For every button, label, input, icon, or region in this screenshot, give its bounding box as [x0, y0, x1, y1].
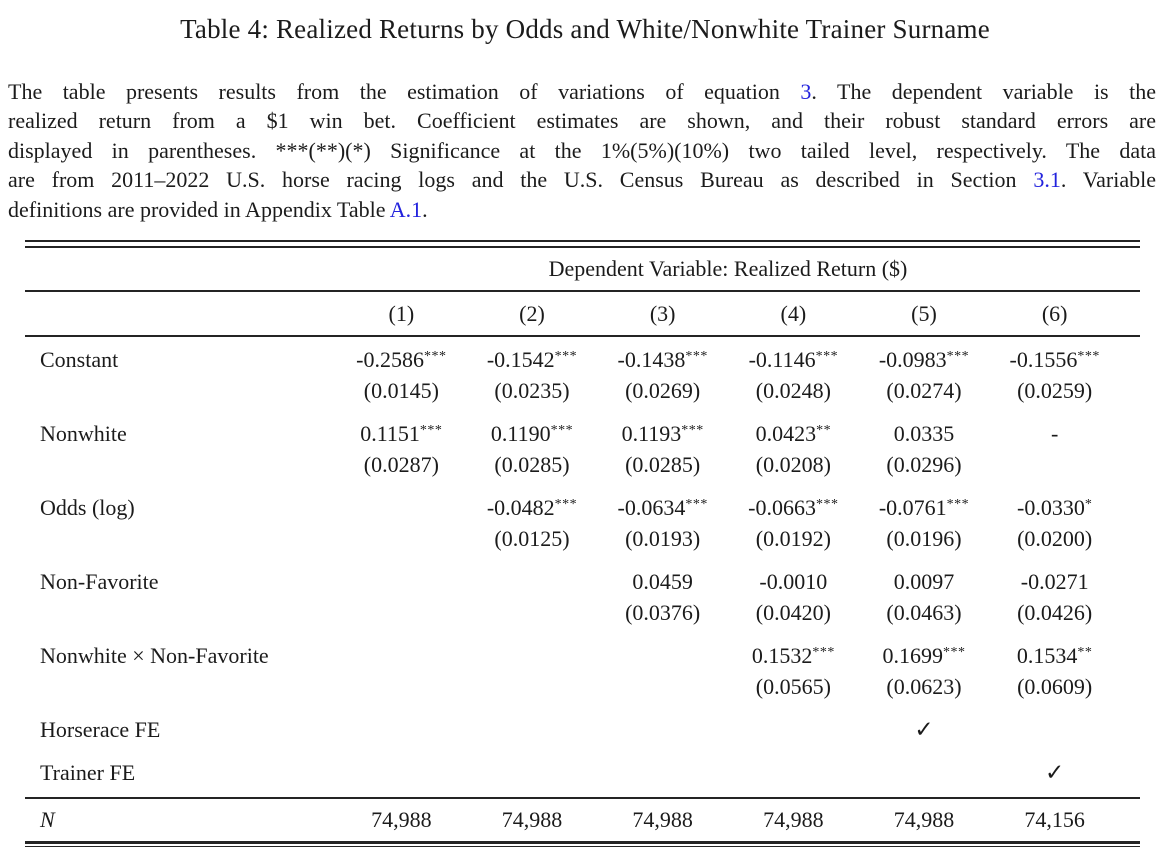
column-header: (1) [388, 300, 415, 326]
table-title: Table 4: Realized Returns by Odds and White/Nonwhite Trainer Surname [180, 14, 990, 44]
link-equation-3[interactable]: 3 [800, 79, 812, 104]
coef-cell: -0.2586*** [356, 346, 447, 372]
significance-stars: * [1084, 496, 1093, 512]
link-table-a-1[interactable]: A.1 [389, 196, 423, 222]
fixed-effects-row [25, 757, 1140, 788]
significance-stars: *** [681, 422, 704, 438]
n-cell: 74,988 [893, 807, 955, 832]
significance-stars: ** [1077, 644, 1093, 660]
se-cell: (0.0200) [1017, 525, 1093, 551]
column-header: (4) [780, 300, 807, 326]
n-cell: 74,988 [501, 807, 563, 832]
caption-line [8, 106, 1156, 135]
table-row-group [25, 640, 1140, 702]
coef-cell: -0.0330* [1017, 494, 1093, 520]
caption-text: are from 2011–2022 U.S. horse racing logs and the U.S. Census Bureau as described in Section [8, 167, 1034, 193]
caption-text: The table presents results from the estimation of variations of equation [8, 79, 801, 104]
row-label: Trainer FE [40, 759, 136, 785]
coef-cell: 0.0459 [632, 568, 693, 594]
se-cell: (0.0274) [886, 377, 962, 403]
se-cell: (0.0285) [625, 451, 701, 477]
coef-cell: 0.0335 [893, 420, 955, 446]
caption-line [8, 136, 1156, 165]
n-cell: 74,988 [763, 807, 824, 832]
coef-cell: 0.1532*** [751, 642, 835, 668]
coef-cell: -0.1542*** [486, 346, 578, 372]
coefficient-row [25, 640, 1140, 671]
significance-stars: *** [946, 496, 970, 512]
coef-cell: -0.0271 [1020, 568, 1089, 594]
row-label: Horserace FE [40, 716, 161, 742]
table-row-group [25, 566, 1140, 628]
row-label: Non-Favorite [40, 568, 159, 594]
caption-text: displayed in parentheses. ***(**)(*) Significance at the 1%(5%)(10%) two tailed level, respectively. The data [8, 137, 1156, 163]
significance-stars: *** [554, 348, 578, 364]
fixed-effects-row [25, 714, 1140, 745]
significance-stars: *** [554, 496, 578, 512]
coef-cell: -0.1556*** [1009, 346, 1100, 372]
fe-cell [989, 760, 1120, 786]
table-row-group [25, 344, 1140, 406]
table-row-group [25, 492, 1140, 554]
checkmark-icon: ✓ [914, 716, 934, 742]
table-caption [8, 77, 1156, 224]
column-header-row [25, 292, 1140, 335]
row-label: Nonwhite [40, 420, 127, 446]
caption-text: . Variable [1060, 167, 1156, 193]
n-cell: 74,988 [632, 807, 693, 832]
significance-stars: *** [685, 348, 708, 364]
column-header: (5) [911, 300, 937, 326]
significance-stars: *** [815, 348, 839, 364]
table-row-group [25, 418, 1140, 480]
caption-text: . [422, 196, 428, 222]
se-cell: (0.0296) [886, 451, 962, 477]
coefficient-row [25, 344, 1140, 375]
row-label: Odds (log) [40, 494, 135, 520]
row-label: Constant [40, 346, 119, 372]
caption-line [8, 195, 1156, 224]
se-cell: (0.0285) [494, 451, 570, 477]
dependent-variable-header: Dependent Variable: Realized Return ($) [548, 256, 908, 281]
caption-text: . The dependent variable is the [811, 79, 1156, 104]
coefficient-row [25, 492, 1140, 523]
se-cell: (0.0287) [363, 451, 439, 477]
row-label: Nonwhite × Non-Favorite [40, 642, 269, 668]
se-cell: (0.0426) [1017, 599, 1093, 625]
standard-error-row [25, 449, 1140, 480]
column-header: (3) [649, 300, 676, 326]
se-cell: (0.0463) [886, 599, 962, 625]
top-rule-upper [25, 240, 1140, 242]
dependent-variable-header-row [25, 248, 1140, 290]
se-cell: (0.0196) [886, 525, 962, 551]
fe-cell [859, 717, 990, 743]
n-cell: 74,988 [371, 807, 432, 832]
se-cell: (0.0269) [625, 377, 701, 403]
standard-error-row [25, 523, 1140, 554]
coef-cell: -0.1438*** [617, 346, 708, 372]
caption-text: realized return from a $1 win bet. Coefficient estimates are shown, and their robust standard errors are [8, 108, 1156, 134]
coef-cell: -0.0983*** [878, 346, 970, 372]
se-cell: (0.0193) [625, 525, 701, 551]
standard-error-row [25, 375, 1140, 406]
caption-line [8, 165, 1156, 194]
se-cell: (0.0235) [494, 377, 570, 403]
significance-stars: *** [419, 422, 443, 438]
se-cell: (0.0420) [755, 599, 831, 625]
coef-cell: -0.1146*** [748, 346, 839, 372]
table-row-group [25, 714, 1140, 745]
coefficient-row [25, 418, 1140, 449]
coef-cell: 0.1151*** [360, 420, 443, 446]
coef-cell: 0.1190*** [490, 420, 574, 446]
se-cell: (0.0248) [755, 377, 831, 403]
se-cell: (0.0623) [886, 673, 962, 699]
caption-text: definitions are provided in Appendix Table [8, 196, 390, 222]
table-body [25, 337, 1140, 797]
coef-cell: 0.1193*** [621, 420, 704, 446]
table-row-group [25, 757, 1140, 788]
caption-line [8, 77, 1156, 106]
coef-cell: 0.1534** [1016, 642, 1093, 668]
coef-cell: -0.0761*** [878, 494, 970, 520]
coef-cell: 0.1699*** [882, 642, 966, 668]
coef-cell: -0.0663*** [748, 494, 839, 520]
significance-stars: *** [423, 348, 447, 364]
coef-cell: 0.0097 [893, 568, 955, 594]
se-cell: (0.0208) [755, 451, 831, 477]
coefficient-row [25, 566, 1140, 597]
significance-stars: *** [942, 644, 966, 660]
se-cell: (0.0145) [363, 377, 439, 403]
standard-error-row [25, 671, 1140, 702]
significance-stars: *** [946, 348, 970, 364]
n-cell: 74,156 [1024, 807, 1085, 832]
observations-row [25, 799, 1140, 841]
significance-stars: *** [815, 496, 839, 512]
coef-cell: -0.0482*** [486, 494, 578, 520]
link-section-3-1[interactable]: 3.1 [1033, 167, 1061, 193]
coef-cell: - [1051, 420, 1059, 446]
coef-cell: -0.0010 [759, 568, 828, 594]
se-cell: (0.0259) [1017, 377, 1093, 403]
column-header: (2) [519, 300, 545, 326]
checkmark-icon: ✓ [1045, 759, 1065, 785]
column-header: (6) [1041, 300, 1068, 326]
se-cell: (0.0609) [1017, 673, 1093, 699]
se-cell: (0.0376) [625, 599, 701, 625]
standard-error-row [25, 597, 1140, 628]
significance-stars: *** [812, 644, 835, 660]
coef-cell: 0.0423** [755, 420, 832, 446]
bottom-rule-upper [25, 841, 1140, 844]
significance-stars: *** [1077, 348, 1100, 364]
se-cell: (0.0565) [755, 673, 831, 699]
se-cell: (0.0125) [494, 525, 570, 551]
results-table [25, 240, 1140, 847]
se-cell: (0.0192) [755, 525, 831, 551]
bottom-rule-lower [25, 846, 1140, 848]
significance-stars: *** [685, 496, 708, 512]
significance-stars: *** [550, 422, 574, 438]
significance-stars: ** [816, 422, 832, 438]
coef-cell: -0.0634*** [617, 494, 708, 520]
row-label: N [40, 807, 55, 832]
